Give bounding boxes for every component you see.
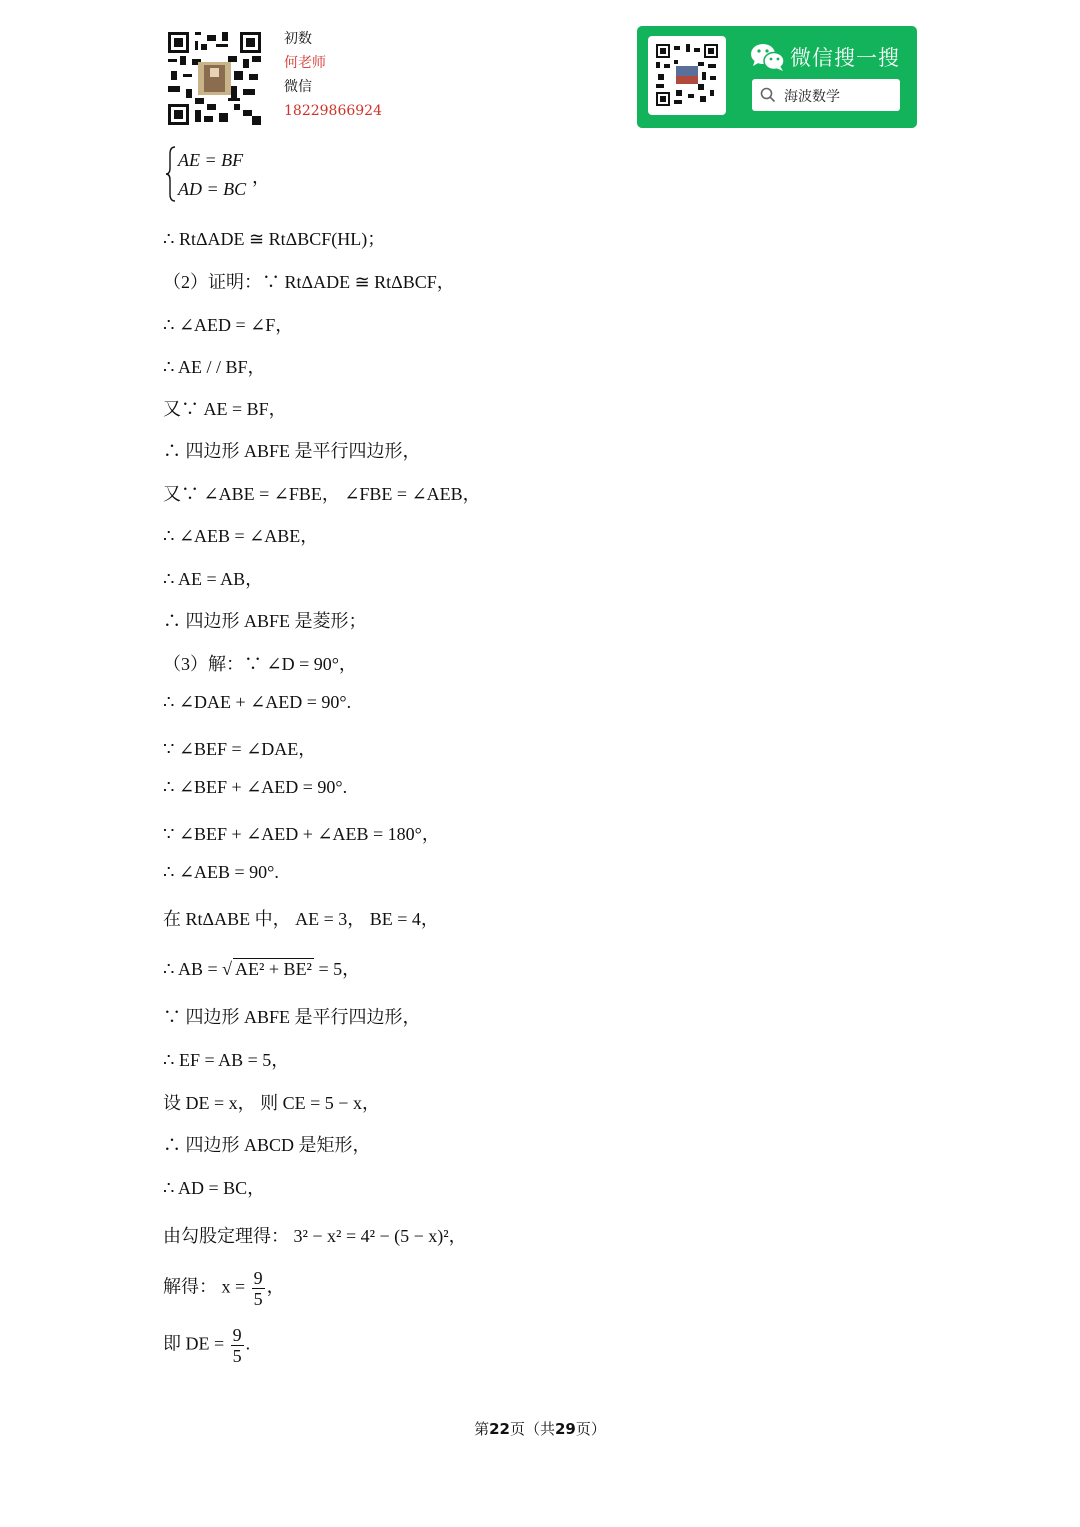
proof-line: ∴ ∠AEB = 90°. — [163, 862, 279, 882]
fraction-numerator: 9 — [253, 1268, 263, 1288]
page-total: 29 — [555, 1420, 576, 1438]
proof-line: ∵ ∠BEF + ∠AED + ∠AEB = 180°， — [163, 824, 440, 844]
final-prefix: 即 DE = — [163, 1333, 229, 1354]
left-brace — [165, 146, 177, 202]
solve-line — [163, 1268, 285, 1309]
fraction — [231, 1325, 244, 1366]
system-comma: ， — [252, 167, 270, 187]
fraction-denominator: 5 — [253, 1289, 263, 1309]
contact-wechat-label: 微信 — [284, 79, 312, 95]
wechat-search-text: 海波数学 — [784, 89, 840, 105]
proof-line: ∴ ∠AED = ∠F， — [163, 315, 294, 335]
contact-info — [284, 27, 382, 123]
proof-line: ∴ 四边形 ABFE 是菱形； — [163, 611, 367, 631]
proof-line: 又∵ AE = BF， — [163, 399, 287, 419]
proof-line: ∴ RtΔADE ≅ RtΔBCF(HL)； — [163, 229, 386, 249]
footer-post: 页） — [575, 1420, 606, 1438]
proof-line: 又∵ ∠ABE = ∠FBE， ∠FBE = ∠AEB， — [163, 484, 481, 504]
fraction — [252, 1268, 265, 1309]
contact-phone: 18229866924 — [284, 103, 382, 119]
final-line — [163, 1325, 250, 1366]
wechat-search-box — [752, 79, 900, 111]
equation-system — [178, 146, 246, 204]
proof-line: ∴ 四边形 ABCD 是矩形， — [163, 1135, 371, 1155]
sqrt-radicand: AE² + BE² — [235, 959, 312, 979]
qr-code-right — [648, 36, 726, 115]
proof-line: ∴ ∠DAE + ∠AED = 90°. — [163, 692, 352, 712]
sqrt-suffix: = 5， — [313, 959, 361, 979]
solve-suffix: ， — [266, 1276, 285, 1297]
proof-line: （3）解：∵ ∠D = 90°， — [163, 654, 357, 674]
proof-line: 由勾股定理得： 3² − x² = 4² − (5 − x)²， — [163, 1226, 467, 1246]
proof-line: ∴ ∠AEB = ∠ABE， — [163, 526, 319, 546]
system-equation: AD = BC — [178, 179, 247, 199]
proof-line: ∴ AE = AB， — [163, 569, 264, 589]
proof-line: ∵ ∠BEF = ∠DAE， — [163, 739, 317, 759]
proof-line: （2）证明：∵ RtΔADE ≅ RtΔBCF， — [163, 272, 455, 292]
sqrt-prefix: ∴ AB = — [163, 959, 223, 979]
proof-line: ∴ AE / / BF， — [163, 357, 266, 377]
system-equation: AE = BF — [178, 150, 244, 170]
solve-prefix: 解得： x = — [163, 1276, 250, 1297]
page-number: 22 — [489, 1420, 510, 1438]
contact-teacher: 何老师 — [284, 55, 326, 71]
sqrt-line — [163, 955, 360, 981]
sqrt-sign: √ — [222, 959, 233, 979]
final-suffix: . — [245, 1333, 251, 1354]
proof-line: 在 RtΔABE 中， AE = 3， BE = 4， — [163, 909, 439, 929]
search-icon — [760, 87, 776, 103]
proof-line: ∵ 四边形 ABFE 是平行四边形， — [163, 1007, 421, 1027]
contact-subject: 初数 — [284, 31, 312, 47]
qr-code-left — [168, 32, 261, 125]
proof-line: ∴ 四边形 ABFE 是平行四边形， — [163, 441, 421, 461]
proof-line: ∴ EF = AB = 5， — [163, 1050, 290, 1070]
footer-pre: 第 — [474, 1420, 490, 1438]
footer-mid: 页（共 — [509, 1420, 555, 1438]
fraction-numerator: 9 — [232, 1325, 242, 1345]
page-footer — [0, 1418, 1080, 1439]
proof-line: ∴ ∠BEF + ∠AED = 90°. — [163, 777, 348, 797]
wechat-search-title: 微信搜一搜 — [790, 46, 900, 70]
proof-line: ∴ AD = BC， — [163, 1178, 266, 1198]
fraction-denominator: 5 — [232, 1346, 242, 1366]
proof-line: 设 DE = x， 则 CE = 5 − x， — [163, 1093, 380, 1113]
wechat-logo-icon — [750, 42, 786, 72]
wechat-search-card — [637, 26, 917, 128]
